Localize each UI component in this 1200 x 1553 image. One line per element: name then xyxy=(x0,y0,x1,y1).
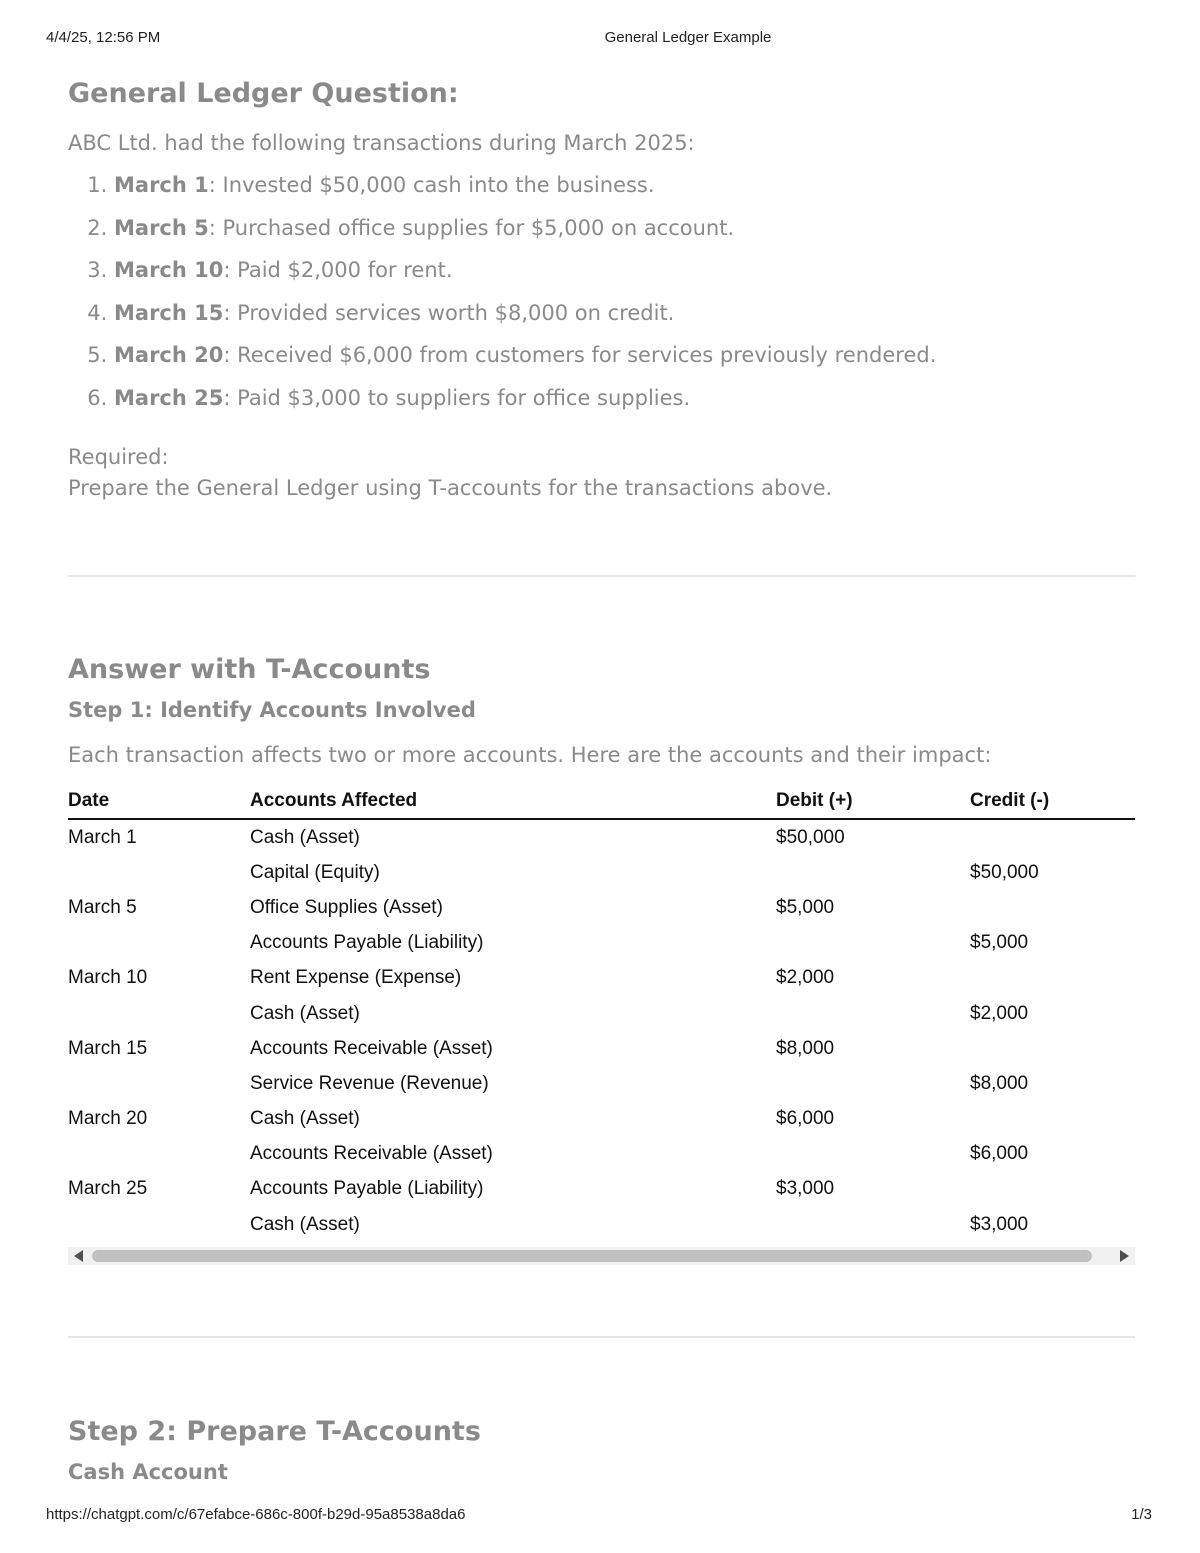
print-header xyxy=(0,29,1200,49)
list-item xyxy=(114,383,1135,426)
transaction-text: : Paid $3,000 to suppliers for office supplies. xyxy=(223,385,691,410)
required-section xyxy=(68,442,1135,504)
table-row xyxy=(68,1172,1135,1207)
transaction-date: March 1 xyxy=(114,173,209,197)
cell-credit xyxy=(970,890,1135,925)
cell-account: Accounts Payable (Liability) xyxy=(250,932,484,954)
table-row xyxy=(68,961,1135,996)
column-header-debit: Debit (+) xyxy=(776,784,970,819)
cell-account: Capital (Equity) xyxy=(250,861,380,883)
cash-account-title: Cash Account xyxy=(68,1460,228,1484)
cell-debit xyxy=(776,855,970,890)
transaction-date: March 25 xyxy=(114,385,224,410)
answer-title: Answer with T-Accounts xyxy=(68,654,431,685)
cell-account: Office Supplies (Asset) xyxy=(250,896,443,918)
cell-date xyxy=(68,996,250,1031)
table-row xyxy=(68,1031,1135,1066)
table-horizontal-scrollbar[interactable] xyxy=(68,1247,1135,1265)
cell-date: March 15 xyxy=(68,1037,148,1059)
step2-title: Step 2: Prepare T-Accounts xyxy=(68,1416,481,1447)
question-intro: ABC Ltd. had the following transactions during March 2025: xyxy=(68,131,695,155)
required-text: Prepare the General Ledger using T-accounts for the transactions above. xyxy=(68,475,833,500)
cell-date: March 5 xyxy=(68,896,137,918)
cell-account: Cash (Asset) xyxy=(250,1002,360,1024)
cell-credit: $2,000 xyxy=(970,1002,1029,1024)
cell-credit: $6,000 xyxy=(970,1143,1029,1165)
cell-debit: $50,000 xyxy=(776,826,845,848)
list-item xyxy=(114,255,1135,298)
cell-credit xyxy=(970,1172,1135,1207)
column-header-credit: Credit (-) xyxy=(970,784,1135,819)
required-label: Required: xyxy=(68,444,169,469)
cell-date xyxy=(68,926,250,961)
step1-intro: Each transaction affects two or more accounts. Here are the accounts and their impact: xyxy=(68,743,992,767)
list-item xyxy=(114,213,1135,256)
cell-date xyxy=(68,1207,250,1242)
transaction-text: : Invested $50,000 cash into the business. xyxy=(208,173,655,197)
cell-date: March 10 xyxy=(68,967,148,989)
list-item xyxy=(114,340,1135,383)
cell-credit: $50,000 xyxy=(970,861,1039,883)
table-row xyxy=(68,996,1135,1031)
cell-account: Rent Expense (Expense) xyxy=(250,967,462,989)
table-header-row xyxy=(68,784,1135,819)
cell-credit xyxy=(970,1031,1135,1066)
print-title: General Ledger Example xyxy=(604,29,772,46)
print-datetime: 4/4/25, 12:56 PM xyxy=(46,29,161,46)
transaction-date: March 15 xyxy=(114,300,224,325)
cell-account: Accounts Payable (Liability) xyxy=(250,1178,484,1200)
scroll-left-arrow-icon[interactable] xyxy=(74,1250,83,1262)
transaction-text: : Provided services worth $8,000 on credit. xyxy=(223,300,675,325)
cell-debit: $2,000 xyxy=(776,967,835,989)
cell-credit: $8,000 xyxy=(970,1072,1029,1094)
table-row xyxy=(68,819,1135,855)
cell-debit: $6,000 xyxy=(776,1108,835,1130)
cell-account: Service Revenue (Revenue) xyxy=(250,1072,489,1094)
list-item xyxy=(114,298,1135,341)
table-row xyxy=(68,890,1135,925)
print-url[interactable]: https://chatgpt.com/c/67efabce-686c-800f-b29d-95a8538a8da6 xyxy=(46,1506,466,1523)
column-header-accounts: Accounts Affected xyxy=(250,784,776,819)
cell-date: March 20 xyxy=(68,1108,148,1130)
cell-debit: $5,000 xyxy=(776,896,835,918)
cell-account: Cash (Asset) xyxy=(250,1213,360,1235)
cell-date xyxy=(68,855,250,890)
table-row xyxy=(68,1207,1135,1242)
table-row xyxy=(68,855,1135,890)
cell-date: March 1 xyxy=(68,826,137,848)
list-item xyxy=(114,170,1135,213)
cell-credit xyxy=(970,1102,1135,1137)
scrollbar-thumb[interactable] xyxy=(92,1250,1092,1262)
cell-debit xyxy=(776,1207,970,1242)
cell-credit: $3,000 xyxy=(970,1213,1029,1235)
transaction-list xyxy=(68,170,1135,426)
column-header-date: Date xyxy=(68,784,250,819)
table-row xyxy=(68,1066,1135,1101)
table-row xyxy=(68,1137,1135,1172)
cell-debit: $8,000 xyxy=(776,1037,835,1059)
cell-account: Cash (Asset) xyxy=(250,826,360,848)
transaction-date: March 5 xyxy=(114,215,209,240)
cell-credit: $5,000 xyxy=(970,932,1029,954)
transaction-date: March 10 xyxy=(114,258,224,283)
section-divider xyxy=(68,575,1135,577)
cell-account: Cash (Asset) xyxy=(250,1108,360,1130)
cell-date xyxy=(68,1137,250,1172)
step1-title: Step 1: Identify Accounts Involved xyxy=(68,698,476,722)
transaction-text: : Purchased office supplies for $5,000 on account. xyxy=(208,215,735,240)
cell-credit xyxy=(970,819,1135,855)
cell-debit xyxy=(776,926,970,961)
question-title: General Ledger Question: xyxy=(68,78,459,109)
print-page-number: 1/3 xyxy=(1131,1506,1152,1523)
table-row xyxy=(68,1102,1135,1137)
accounts-table xyxy=(68,784,1135,1242)
table-row xyxy=(68,926,1135,961)
cell-debit xyxy=(776,1066,970,1101)
cell-date xyxy=(68,1066,250,1101)
transaction-date: March 20 xyxy=(114,343,224,368)
cell-account: Accounts Receivable (Asset) xyxy=(250,1037,493,1059)
print-footer xyxy=(0,1506,1200,1526)
cell-debit xyxy=(776,1137,970,1172)
cell-date: March 25 xyxy=(68,1178,148,1200)
section-divider xyxy=(68,1336,1135,1338)
scroll-right-arrow-icon[interactable] xyxy=(1120,1250,1129,1262)
cell-debit: $3,000 xyxy=(776,1178,835,1200)
document-content xyxy=(68,74,1135,1484)
cell-account: Accounts Receivable (Asset) xyxy=(250,1143,493,1165)
cell-credit xyxy=(970,961,1135,996)
cell-debit xyxy=(776,996,970,1031)
transaction-text: : Received $6,000 from customers for services previously rendered. xyxy=(223,343,937,368)
transaction-text: : Paid $2,000 for rent. xyxy=(223,258,453,283)
